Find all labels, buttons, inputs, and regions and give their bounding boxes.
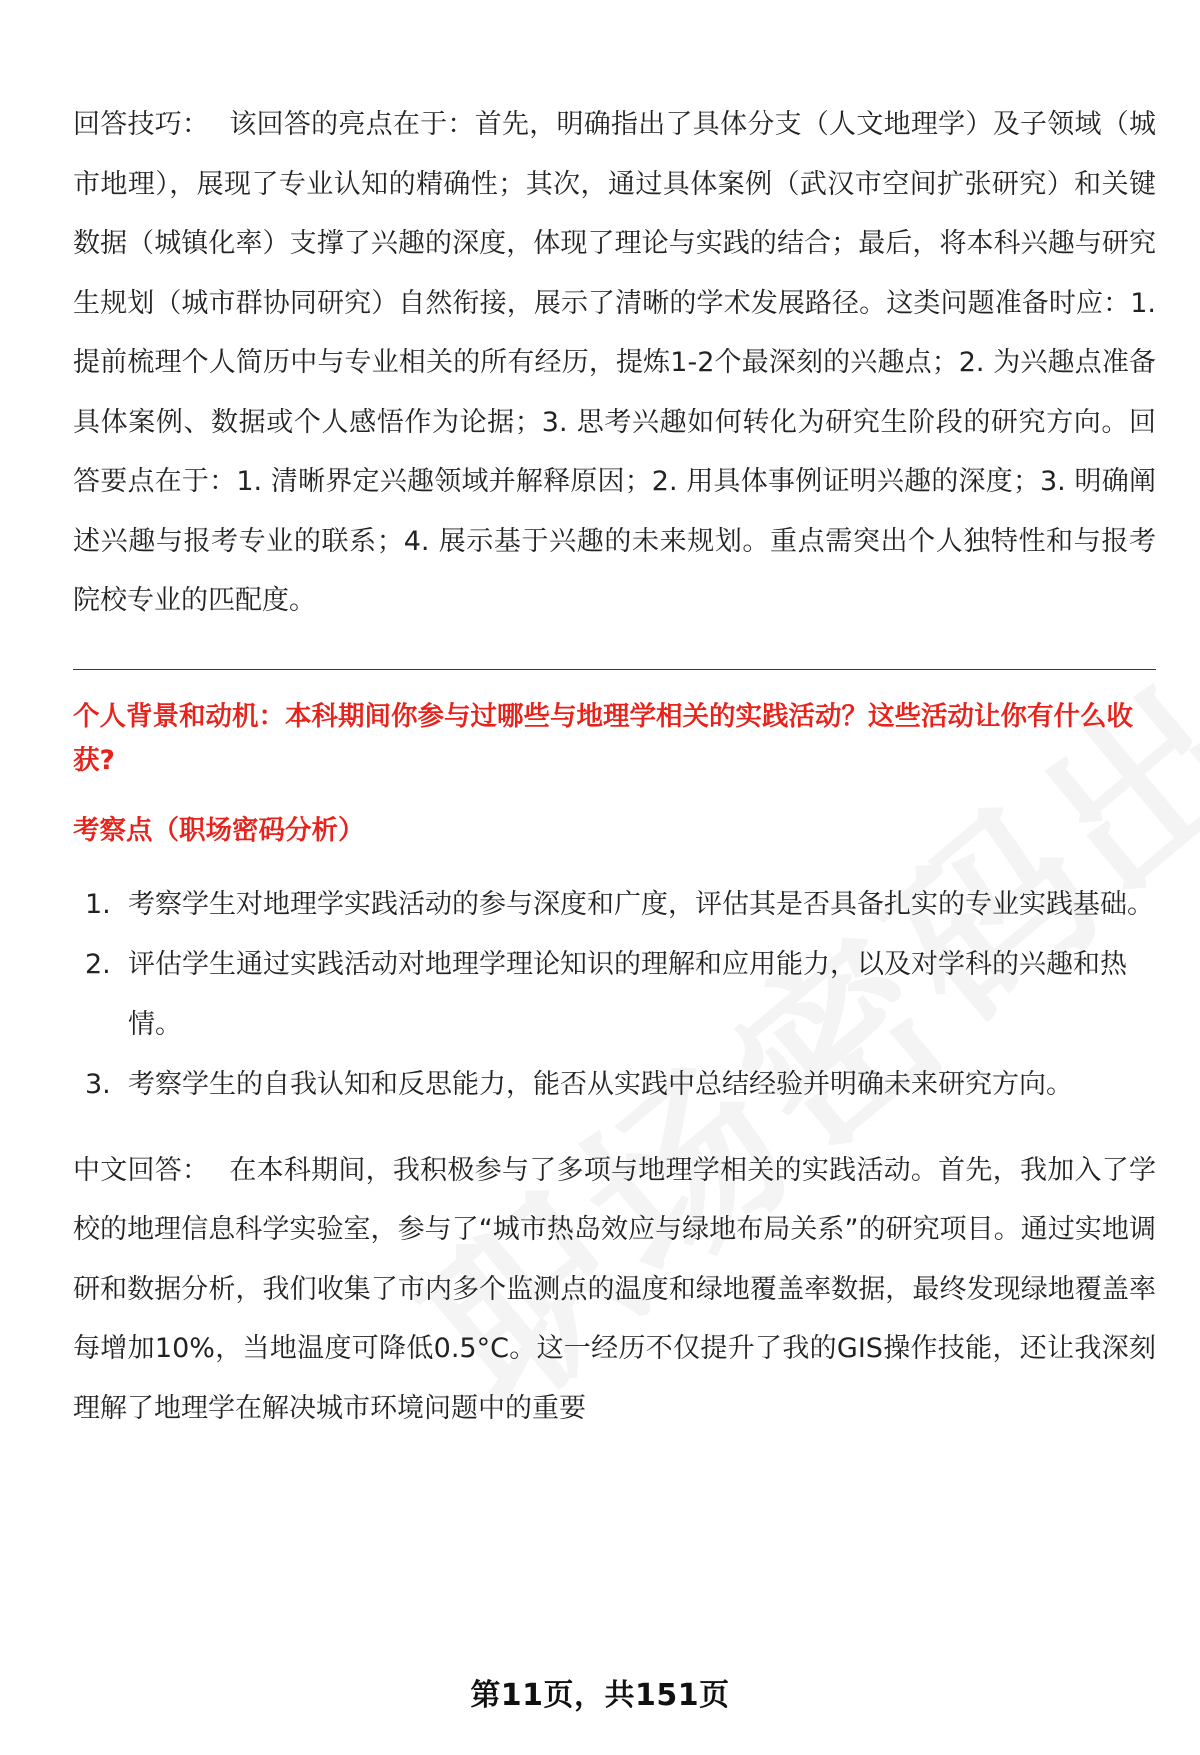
answer-paragraph <box>73 1141 1156 1439</box>
list-item-number: 3. <box>85 1069 111 1100</box>
list-item-number: 2. <box>85 949 111 980</box>
list-item-text: 考察学生的自我认知和反思能力，能否从实践中总结经验并明确未来研究方向。 <box>128 1069 1073 1100</box>
list-item-text: 考察学生对地理学实践活动的参与深度和广度，评估其是否具备扎实的专业实践基础。 <box>128 888 1154 920</box>
list-item <box>73 1055 1156 1115</box>
answer-text: 在本科期间，我积极参与了多项与地理学相关的实践活动。首先，我加入了学校的地理信息科学实验室，参与了“城市热岛效应与绿地布局关系”的研究项目。通过实地调研和数据分析，我们收集了市内多个监测点的温度和绿地覆盖率数据，最终发现绿地覆盖率每增加10%，当地温度可降低0.5°C。这一经历不仅提升了我的GIS操作技能，还让我深刻理解了地理学在解决城市环境问题中的重要 <box>73 1154 1157 1424</box>
list-item <box>73 935 1156 1054</box>
document-body <box>73 95 1156 1438</box>
tips-text: 该回答的亮点在于：首先，明确指出了具体分支（人文地理学）及子领域（城市地理），展现了专业认知的精确性；其次，通过具体案例（武汉市空间扩张研究）和关键数据（城镇化率）支撑了兴趣的深度，体现了理论与实践的结合；最后，将本科兴趣与研究生规划（城市群协同研究）自然衔接，展示了清晰的学术发展路径。这类问题准备时应：1. 提前梳理个人简历中与专业相关的所有经历，提炼1-2个最深刻的兴趣点；2. 为兴趣点准备具体案例、数据或个人感悟作为论据；3. 思考兴趣如何转化为研究生阶段的研究方向。回答要点在于：1. 清晰界定兴趣领域并解释原因；2. 用具体事例证明兴趣的深度；3. 明确阐述兴趣与报考专业的联系；4. 展示基于兴趣的未来规划。重点需突出个人独特性和与报考院校专业的匹配度。 <box>73 109 1157 616</box>
page-number: 第11页，共151页 <box>470 1678 730 1713</box>
list-item-number: 1. <box>85 888 111 920</box>
list-item <box>73 875 1156 935</box>
question-heading: 个人背景和动机：本科期间你参与过哪些与地理学相关的实践活动？这些活动让你有什么收获? <box>73 700 1133 776</box>
tips-paragraph <box>73 95 1156 631</box>
tips-label: 回答技巧： <box>73 109 210 140</box>
answer-label: 中文回答： <box>73 1154 210 1186</box>
assessment-list <box>73 875 1156 1115</box>
section-divider <box>73 669 1156 670</box>
list-item-text: 评估学生通过实践活动对地理学理论知识的理解和应用能力，以及对学科的兴趣和热情。 <box>128 949 1127 1040</box>
assessment-heading: 考察点（职场密码分析） <box>73 814 365 846</box>
